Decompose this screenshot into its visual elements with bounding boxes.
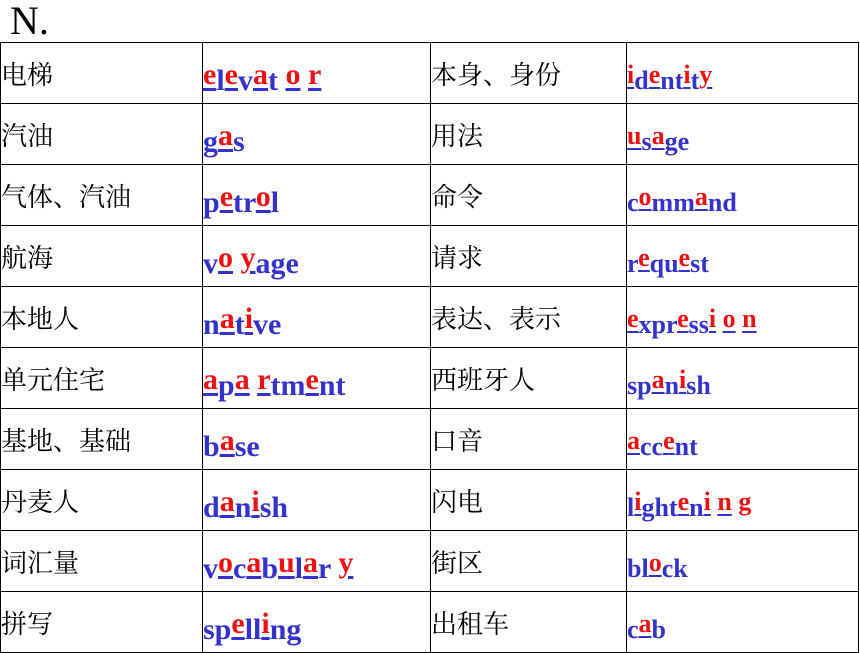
answer-letter: i xyxy=(708,304,717,333)
left-chinese-term: 汽油 xyxy=(1,104,203,165)
table-row xyxy=(1,470,859,531)
given-letters: nd xyxy=(707,188,737,217)
left-chinese-term: 丹麦人 xyxy=(1,470,203,531)
answer-letter: o xyxy=(255,180,271,213)
left-chinese-term: 单元住宅 xyxy=(1,348,203,409)
given-letters: t xyxy=(234,308,245,341)
left-english-word-cell xyxy=(203,43,431,104)
given-letters xyxy=(278,64,286,97)
table-row xyxy=(1,43,859,104)
answer-letter: e xyxy=(305,363,319,396)
given-letters: ck xyxy=(661,554,688,583)
english-word xyxy=(627,487,752,522)
given-letters: se xyxy=(234,430,260,463)
answer-letter: e xyxy=(231,607,245,640)
answer-letter: i xyxy=(683,60,691,89)
answer-letter: i xyxy=(634,487,642,516)
given-letters: nt xyxy=(674,432,698,461)
given-letters: p xyxy=(218,369,235,402)
answer-letter: r xyxy=(257,363,271,396)
right-chinese-term: 出租车 xyxy=(431,592,627,653)
right-english-word-cell xyxy=(627,592,859,653)
answer-letter: a xyxy=(246,546,262,579)
right-english-word-cell xyxy=(627,287,859,348)
answer-letter: o xyxy=(638,182,652,211)
given-letters: n xyxy=(203,308,220,341)
given-letters: ght xyxy=(641,493,678,522)
answer-letter: i xyxy=(261,607,270,640)
english-word xyxy=(627,365,711,400)
right-english-word-cell xyxy=(627,409,859,470)
given-letters: c xyxy=(233,552,247,585)
answer-letter: y xyxy=(699,60,713,89)
answer-letter: u xyxy=(627,121,642,150)
given-letters: ng xyxy=(269,613,302,646)
given-letters xyxy=(301,64,309,97)
answer-letter: n xyxy=(717,487,732,516)
answer-letter: e xyxy=(677,487,690,516)
given-letters: b xyxy=(261,552,279,585)
right-english-word-cell xyxy=(627,470,859,531)
answer-letter: g xyxy=(738,487,752,516)
answer-letter: n xyxy=(742,304,757,333)
left-english-word-cell xyxy=(203,470,431,531)
page-title: N. xyxy=(10,0,49,43)
given-letters: v xyxy=(238,64,253,97)
answer-letter: o xyxy=(218,241,233,274)
given-letters: l xyxy=(294,552,304,585)
english-word xyxy=(627,182,737,217)
left-english-word-cell xyxy=(203,104,431,165)
given-letters: n xyxy=(664,371,680,400)
given-letters: t xyxy=(690,66,700,95)
english-word xyxy=(203,607,302,646)
answer-letter: a xyxy=(638,609,652,638)
given-letters: sh xyxy=(686,371,711,400)
given-letters: r xyxy=(627,249,639,278)
english-word xyxy=(203,119,245,158)
given-letters: b xyxy=(651,615,667,644)
english-word xyxy=(627,548,688,583)
given-letters: bl xyxy=(627,554,649,583)
right-chinese-term: 西班牙人 xyxy=(431,348,627,409)
english-word xyxy=(203,424,260,463)
given-letters: c xyxy=(627,615,639,644)
english-word xyxy=(627,60,713,95)
right-chinese-term: 命令 xyxy=(431,165,627,226)
given-letters: age xyxy=(255,247,299,280)
right-chinese-term: 请求 xyxy=(431,226,627,287)
answer-letter: i xyxy=(679,365,687,394)
answer-letter: a xyxy=(694,182,708,211)
answer-letter: a xyxy=(219,424,235,457)
given-letters: c xyxy=(627,188,639,217)
given-letters: sp xyxy=(203,613,232,646)
given-letters: qu xyxy=(649,249,679,278)
given-letters xyxy=(716,310,723,339)
answer-letter: i xyxy=(251,485,260,518)
given-letters: ve xyxy=(253,308,282,341)
given-letters: s xyxy=(641,127,652,156)
left-chinese-term: 基地、基础 xyxy=(1,409,203,470)
answer-letter: a xyxy=(219,485,235,518)
given-letters: mm xyxy=(651,188,695,217)
left-english-word-cell xyxy=(203,531,431,592)
answer-letter: e xyxy=(219,180,234,213)
given-letters: nt xyxy=(660,66,684,95)
given-letters: l xyxy=(216,64,225,97)
answer-letter: a xyxy=(627,426,640,455)
answer-letter: i xyxy=(627,60,635,89)
answer-letter: y xyxy=(240,241,256,274)
answer-letter: a xyxy=(234,363,250,396)
given-letters: v xyxy=(203,552,218,585)
given-letters: l xyxy=(627,493,635,522)
given-letters: b xyxy=(203,430,220,463)
answer-letter: i xyxy=(703,487,711,516)
english-word xyxy=(627,243,709,278)
given-letters: sp xyxy=(627,371,652,400)
answer-letter: a xyxy=(651,365,665,394)
given-letters: d xyxy=(634,66,649,95)
given-letters: p xyxy=(203,186,220,219)
answer-letter: e xyxy=(638,243,650,272)
answer-letter: a xyxy=(651,121,665,150)
right-chinese-term: 闪电 xyxy=(431,470,627,531)
table-row xyxy=(1,592,859,653)
given-letters: cc xyxy=(640,432,664,461)
left-english-word-cell xyxy=(203,592,431,653)
english-word xyxy=(203,58,322,97)
english-word xyxy=(627,121,690,156)
right-english-word-cell xyxy=(627,348,859,409)
right-english-word-cell xyxy=(627,531,859,592)
english-word xyxy=(203,363,346,402)
answer-letter: u xyxy=(278,546,295,579)
given-letters: xpr xyxy=(638,310,678,339)
vocabulary-table xyxy=(0,42,859,653)
right-chinese-term: 用法 xyxy=(431,104,627,165)
answer-letter: r xyxy=(308,58,322,91)
table-row xyxy=(1,165,859,226)
answer-letter: i xyxy=(244,302,254,335)
answer-letter: e xyxy=(224,58,238,91)
right-english-word-cell xyxy=(627,226,859,287)
right-chinese-term: 表达、表示 xyxy=(431,287,627,348)
english-word xyxy=(203,241,299,280)
left-english-word-cell xyxy=(203,409,431,470)
answer-letter: o xyxy=(648,548,662,577)
left-chinese-term: 拼写 xyxy=(1,592,203,653)
english-word xyxy=(203,180,280,219)
given-letters: nt xyxy=(318,369,346,402)
table-row xyxy=(1,409,859,470)
given-letters: ll xyxy=(244,613,262,646)
answer-letter: e xyxy=(627,304,639,333)
answer-letter: o xyxy=(722,304,736,333)
answer-letter: a xyxy=(219,302,235,335)
vocabulary-table-body xyxy=(1,43,859,653)
answer-letter: a xyxy=(253,58,268,91)
right-english-word-cell xyxy=(627,104,859,165)
answer-letter: e xyxy=(203,58,217,91)
right-chinese-term: 街区 xyxy=(431,531,627,592)
right-chinese-term: 本身、身份 xyxy=(431,43,627,104)
table-row xyxy=(1,104,859,165)
given-letters: st xyxy=(690,249,709,278)
given-letters: l xyxy=(270,186,280,219)
table-row xyxy=(1,531,859,592)
left-english-word-cell xyxy=(203,165,431,226)
english-word xyxy=(627,609,667,644)
given-letters: s xyxy=(233,125,245,158)
left-chinese-term: 本地人 xyxy=(1,287,203,348)
english-word xyxy=(203,302,282,341)
answer-letter: o xyxy=(285,58,301,91)
answer-letter: e xyxy=(663,426,675,455)
given-letters: tr xyxy=(233,186,256,219)
left-chinese-term: 气体、汽油 xyxy=(1,165,203,226)
right-english-word-cell xyxy=(627,43,859,104)
given-letters: t xyxy=(268,64,278,97)
table-row xyxy=(1,287,859,348)
given-letters: ss xyxy=(688,310,709,339)
answer-letter: a xyxy=(218,119,233,152)
given-letters xyxy=(233,247,241,280)
answer-letter: y xyxy=(338,546,354,579)
given-letters: g xyxy=(203,125,218,158)
answer-letter: e xyxy=(677,304,689,333)
english-word xyxy=(627,426,698,461)
left-chinese-term: 电梯 xyxy=(1,43,203,104)
answer-letter: e xyxy=(648,60,661,89)
given-letters: n xyxy=(689,493,704,522)
left-english-word-cell xyxy=(203,348,431,409)
english-word xyxy=(203,546,354,585)
given-letters: sh xyxy=(259,491,289,524)
given-letters: ge xyxy=(664,127,690,156)
given-letters: tm xyxy=(270,369,306,402)
table-row xyxy=(1,226,859,287)
given-letters: v xyxy=(203,247,218,280)
given-letters: d xyxy=(203,491,220,524)
table-row xyxy=(1,348,859,409)
right-english-word-cell xyxy=(627,165,859,226)
left-chinese-term: 词汇量 xyxy=(1,531,203,592)
left-chinese-term: 航海 xyxy=(1,226,203,287)
answer-letter: o xyxy=(218,546,233,579)
answer-letter: a xyxy=(303,546,319,579)
answer-letter: a xyxy=(203,363,218,396)
english-word xyxy=(203,485,289,524)
given-letters: n xyxy=(234,491,252,524)
answer-letter: e xyxy=(678,243,691,272)
left-english-word-cell xyxy=(203,226,431,287)
given-letters: r xyxy=(318,552,331,585)
english-word xyxy=(627,304,757,339)
left-english-word-cell xyxy=(203,287,431,348)
right-chinese-term: 口音 xyxy=(431,409,627,470)
